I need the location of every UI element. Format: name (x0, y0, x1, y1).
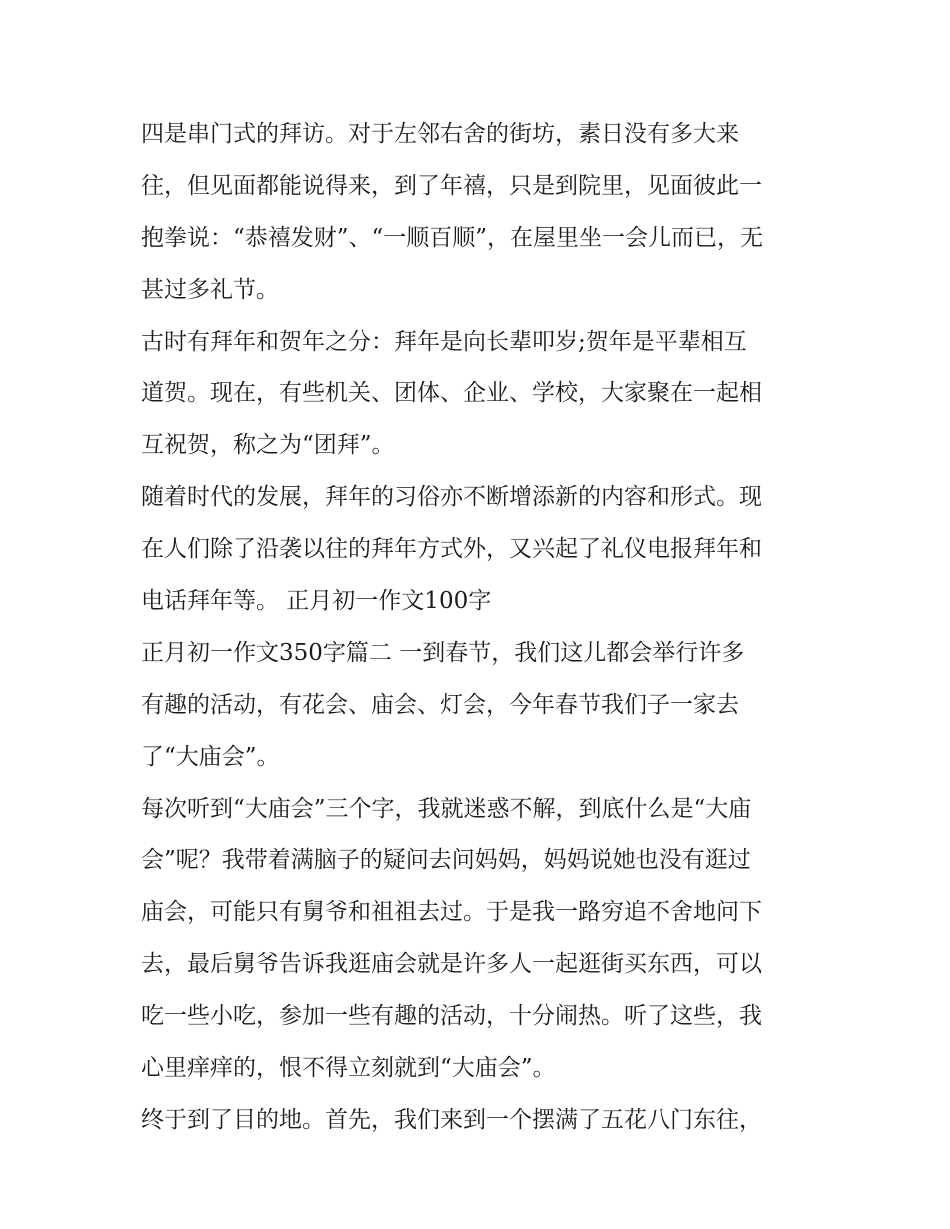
text-line: 会”呢？我带着满脑子的疑问去问妈妈，妈妈说她也没有逛过 (141, 847, 751, 874)
text-line: 去，最后舅爷告诉我逛庙会就是许多人一起逛街买东西，可以 (141, 951, 762, 978)
text-line: 终于到了目的地。首先，我们来到一个摆满了五花八门东往， (141, 1106, 762, 1133)
text-line: 庙会，可能只有舅爷和祖祖去过。于是我一路穷追不舍地问下 (141, 899, 762, 926)
text-line: 正月初一作文350字篇二 一到春节，我们这儿都会举行许多 (141, 639, 745, 666)
text-line: 往，但见面都能说得来，到了年禧，只是到院里，见面彼此一 (141, 172, 762, 199)
text-line: 每次听到“大庙会”三个字，我就迷惑不解，到底什么是“大庙 (141, 795, 752, 822)
document-body (141, 109, 821, 1147)
text-line: 有趣的活动，有花会、庙会、灯会，今年春节我们子一家去 (141, 691, 739, 718)
text-line: 了“大庙会”。 (141, 743, 280, 770)
text-line: 电话拜年等。 正月初一作文100字 (141, 588, 492, 615)
text-line: 在人们除了沿袭以往的拜年方式外，又兴起了礼仪电报拜年和 (141, 536, 762, 563)
text-line: 随着时代的发展，拜年的习俗亦不断增添新的内容和形式。现 (141, 484, 762, 511)
text-line: 四是串门式的拜访。对于左邻右舍的街坊，素日没有多大来 (141, 121, 739, 147)
text-line: 甚过多礼节。 (141, 276, 279, 303)
text-line: 道贺。现在，有些机关、团体、企业、学校，大家聚在一起相 (141, 380, 762, 407)
text-line: 心里痒痒的，恨不得立刻就到“大庙会”。 (141, 1055, 556, 1082)
text-line: 古时有拜年和贺年之分：拜年是向长辈叩岁;贺年是平辈相互 (141, 328, 747, 355)
text-line: 抱拳说：“恭禧发财”、“一顺百顺”，在屋里坐一会儿而已，无 (141, 224, 764, 251)
text-line: 吃一些小吃，参加一些有趣的活动，十分闹热。听了这些，我 (141, 1003, 762, 1030)
text-line: 互祝贺，称之为“团拜”。 (141, 432, 395, 459)
